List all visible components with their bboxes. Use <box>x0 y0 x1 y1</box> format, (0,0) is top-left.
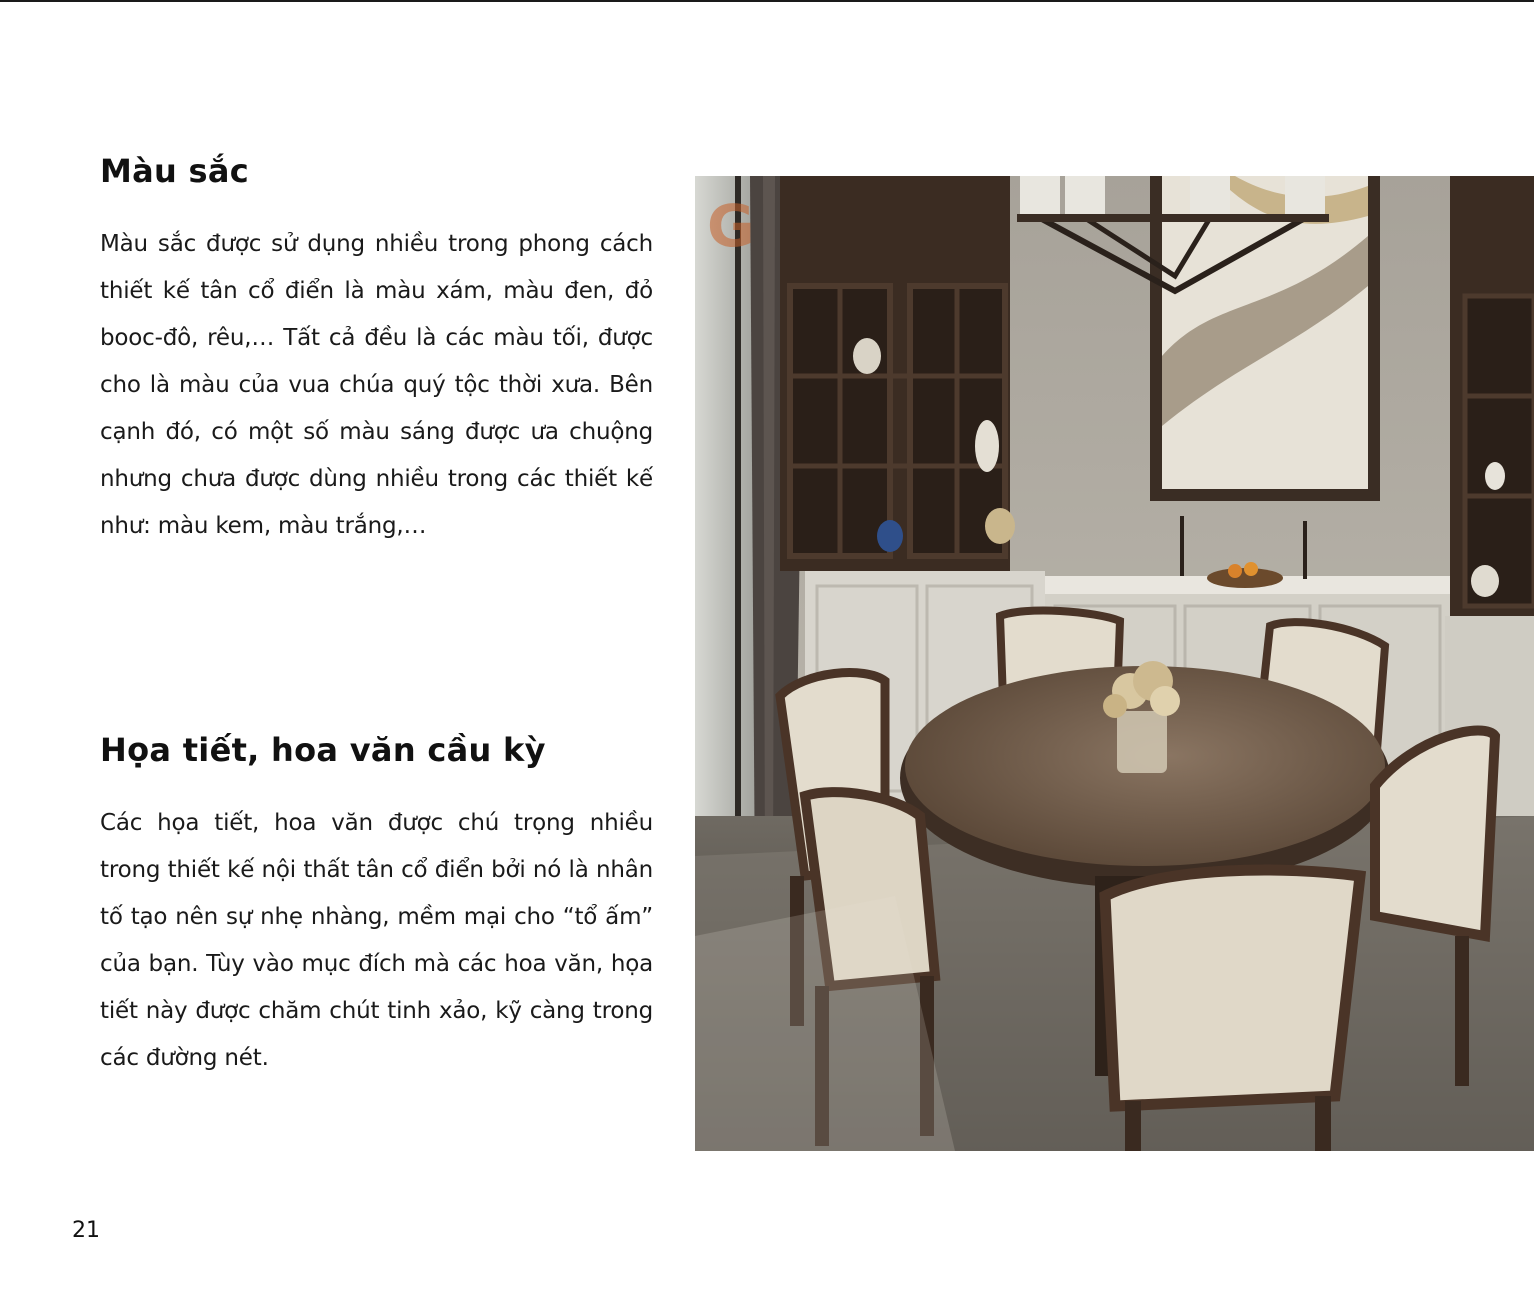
top-rule <box>0 0 1534 2</box>
section-title-patterns: Họa tiết, hoa văn cầu kỳ <box>100 731 546 769</box>
page-number: 21 <box>72 1218 100 1243</box>
section-title-colors: Màu sắc <box>100 152 250 190</box>
section-body-patterns: Các họa tiết, hoa văn được chú trọng nhiều trong thiết kế nội thất tân cổ điển bởi nó là nhân tố tạo nên sự nhẹ nhàng, mềm mại cho “tổ ấm” của bạn. Tùy vào mục đích mà các hoa văn, họa tiết này được chăm chút tinh xảo, kỹ càng trong các đường nét. <box>100 810 653 1071</box>
dining-room-photo <box>695 176 1534 1151</box>
svg-text:G: G <box>707 192 755 260</box>
section-body-colors: Màu sắc được sử dụng nhiều trong phong cách thiết kế tân cổ điển là màu xám, màu đen, đỏ booc-đô, rêu,… Tất cả đều là các màu tối, được cho là màu của vua chúa quý tộc thời xưa. Bên cạnh đó, có một số màu sáng được ưa chuộng nhưng chưa được dùng nhiều trong các thiết kế như: màu kem, màu trắng,… <box>100 231 653 539</box>
